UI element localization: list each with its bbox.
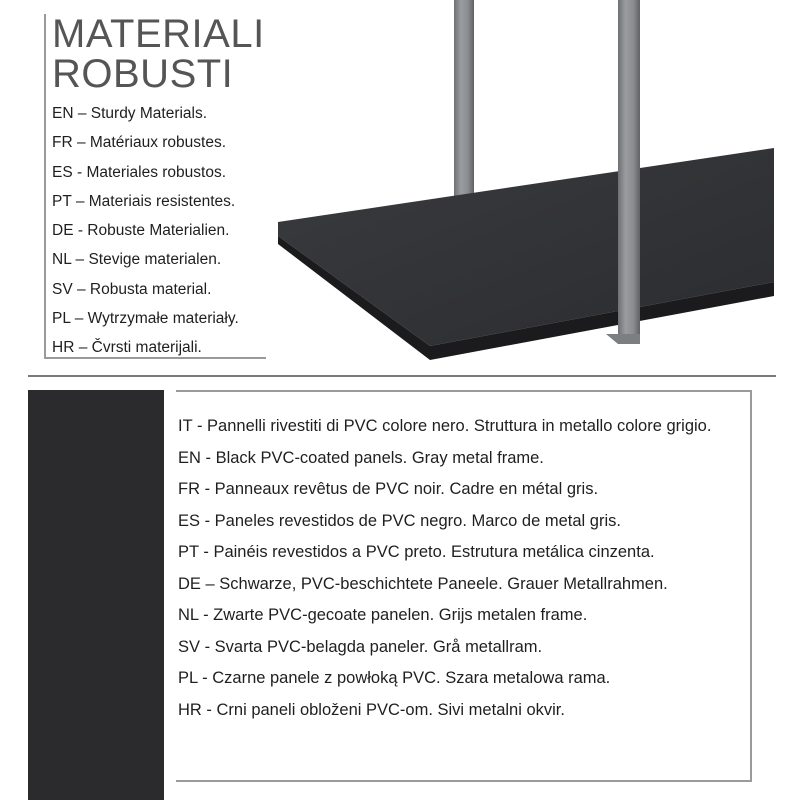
title-frame-left-line [44,14,46,358]
product-shelf-image [270,0,800,370]
rear-metal-upright [454,0,474,198]
description-frame-top-line [176,390,752,392]
description-sv: SV - Svarta PVC-belagda paneler. Grå metallram. [178,637,543,656]
translation-list [52,104,239,368]
translation-sv: SV – Robusta material. [52,280,212,298]
description-pt: PT - Painéis revestidos a PVC preto. Estrutura metálica cinzenta. [178,543,655,561]
front-upright-foot [606,334,640,344]
shelf-top-surface [278,148,774,346]
translation-pl: PL – Wytrzymałe materiały. [52,310,239,328]
description-fr: FR - Panneaux revêtus de PVC noir. Cadre en métal gris. [178,480,599,498]
translation-en: EN – Sturdy Materials. [52,105,208,122]
translation-fr: FR – Matériaux robustes. [52,134,227,152]
description-en: EN - Black PVC-coated panels. Gray metal frame. [178,448,544,467]
title-line-1: MATERIALI [52,12,265,56]
description-frame-right-line [750,390,752,782]
description-frame-bottom-line [176,780,752,782]
black-material-swatch [28,390,164,800]
description-de: DE – Schwarze, PVC-beschichtete Paneele. Grauer Metallrahmen. [178,574,668,593]
description-es: ES - Paneles revestidos de PVC negro. Marco de metal gris. [178,511,621,530]
title-line-2: ROBUSTI [52,52,234,96]
front-metal-upright [618,0,640,342]
translation-pt: PT – Materiais resistentes. [52,192,236,210]
section-divider [28,375,776,377]
translation-es: ES - Materiales robustos. [52,163,227,181]
translation-hr: HR – Čvrsti materijali. [52,339,202,357]
description-nl: NL - Zwarte PVC-gecoate panelen. Grijs metalen frame. [178,606,588,624]
translation-nl: NL – Stevige materialen. [52,251,222,269]
description-list [178,413,748,728]
description-it: IT - Pannelli rivestiti di PVC colore nero. Struttura in metallo colore grigio. [178,417,712,435]
page-title [52,14,265,94]
translation-de: DE - Robuste Materialien. [52,222,230,240]
description-pl: PL - Czarne panele z powłoką PVC. Szara metalowa rama. [178,669,611,687]
description-hr: HR - Crni paneli obloženi PVC-om. Sivi metalni okvir. [178,700,565,719]
